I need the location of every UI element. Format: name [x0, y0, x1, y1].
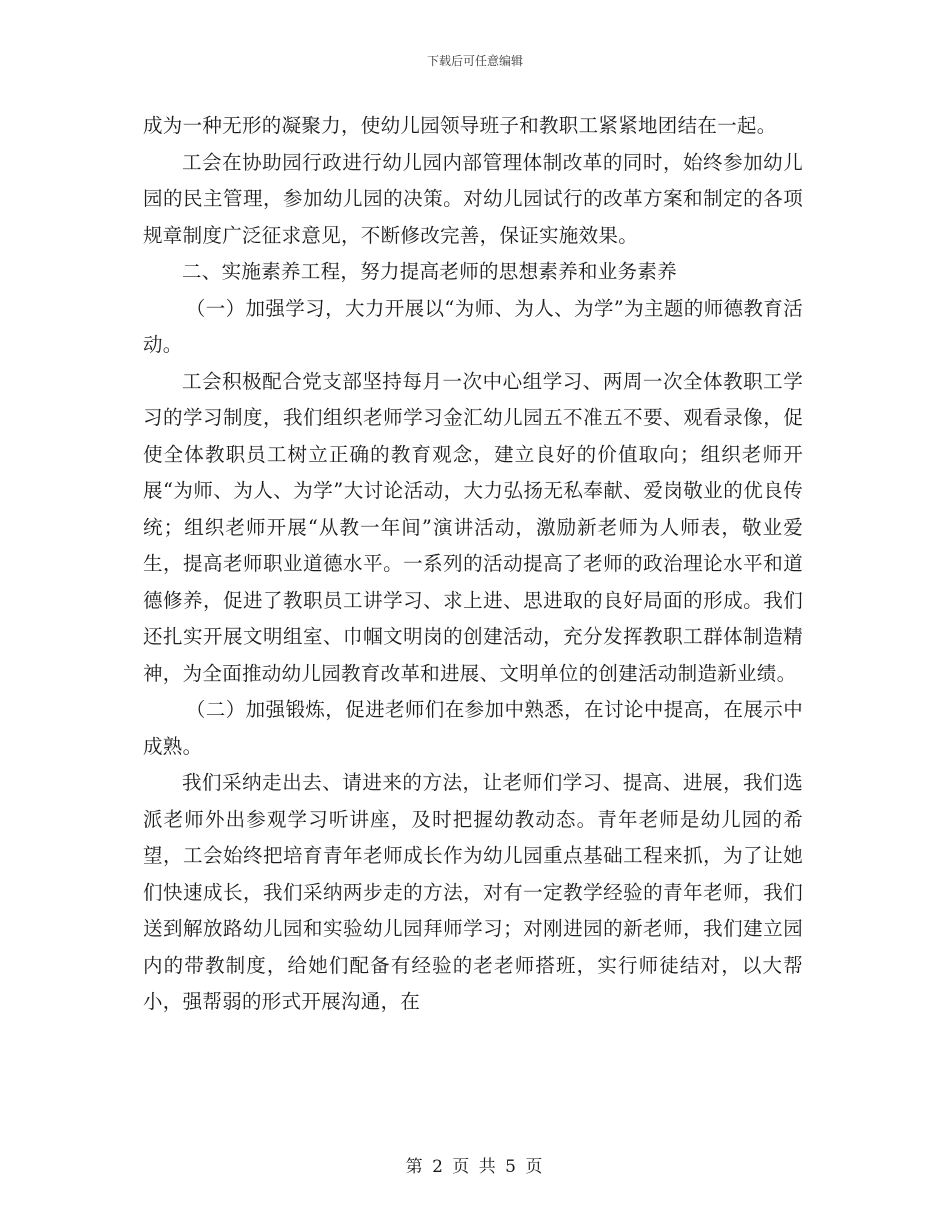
section-heading-two: 二、实施素养工程，努力提高老师的思想素养和业务素养 [182, 260, 678, 283]
paragraph-union-management: 工会在协助园行政进行幼儿园内部管理体制改革的同时，始终参加幼儿园的民主管理，参加幼儿园的决策。对幼儿园试行的改革方案和制定的各项规章制度广泛征求意见，不断修改完善，保证实施效果。 [143, 150, 803, 247]
document-body [143, 108, 803, 1021]
subsection-heading-two: （二）加强锻炼，促进老师们在参加中熟悉，在讨论中提高，在展示中成熟。 [143, 698, 803, 758]
page-header: 下载后可任意编辑 [426, 54, 523, 68]
page-number: 第 2 页 共 5 页 [405, 1157, 545, 1177]
paragraph-continuation: 成为一种无形的凝聚力，使幼儿园领导班子和教职工紧紧地团结在一起。 [143, 114, 777, 137]
subsection-heading-one: （一）加强学习，大力开展以“为师、为人、为学”为主题的师德教育活动。 [143, 296, 803, 356]
paragraph-teacher-training: 我们采纳走出去、请进来的方法，让老师们学习、提高、进展，我们选派老师外出参观学习听讲座，及时把握幼教动态。青年老师是幼儿园的希望，工会始终把培育青年老师成长作为幼儿园重点基础工程来抓，为了让她们快速成长，我们采纳两步走的方法，对有一定教学经验的青年老师，我们送到解放路幼儿园和实验幼儿园拜师学习；对刚进园的新老师，我们建立园内的带教制度，给她们配备有经验的老老师搭班，实行师徒结对，以大帮小，强帮弱的形式开展沟通，在 [143, 771, 803, 1013]
paragraph-study-activities: 工会积极配合党支部坚持每月一次中心组学习、两周一次全体教职工学习的学习制度，我们组织老师学习金汇幼儿园五不准五不要、观看录像，促使全体教职员工树立正确的教育观念，建立良好的价值取向；组织老师开展“为师、为人、为学”大讨论活动，大力弘扬无私奉献、爱岗敬业的优良传统；组织老师开展“从教一年间”演讲活动，激励新老师为人师表，敬业爱生，提高老师职业道德水平。一系列的活动提高了老师的政治理论水平和道德修养，促进了教职员工讲学习、求上进、思进取的良好局面的形成。我们还扎实开展文明组室、巾帼文明岗的创建活动，充分发挥教职工群体制造精神，为全面推动幼儿园教育改革和进展、文明单位的创建活动制造新业绩。 [143, 369, 803, 685]
